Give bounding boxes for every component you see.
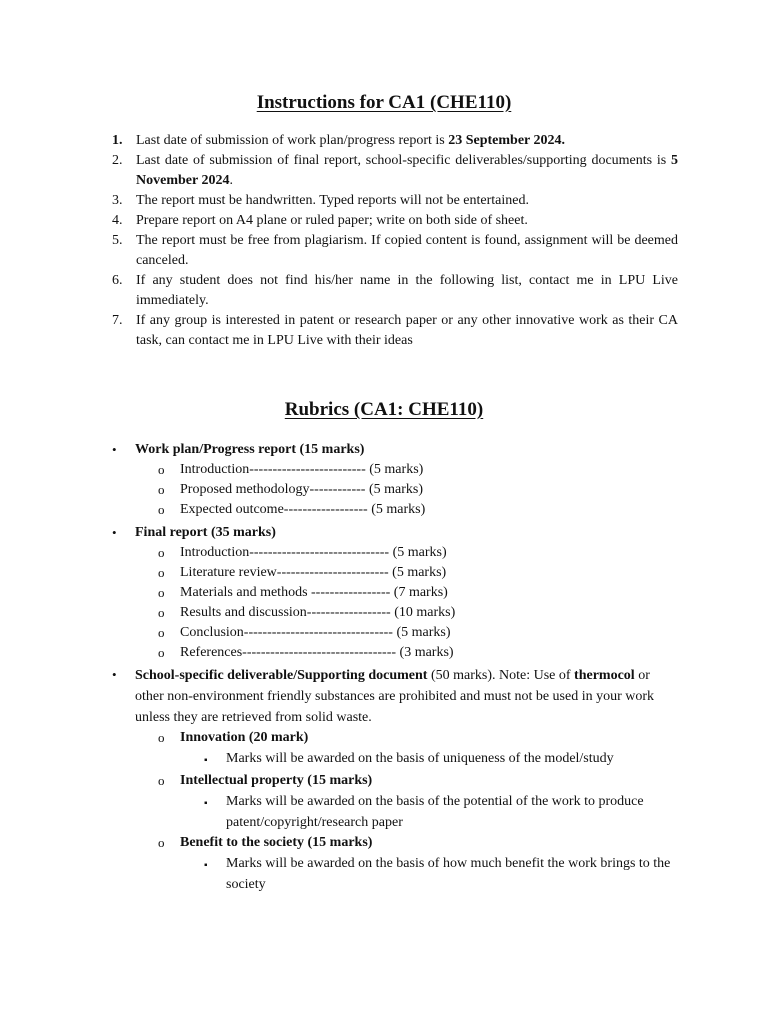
instruction-item [112, 131, 678, 151]
rubric-detail-item [112, 853, 678, 895]
rubric-sub-item [112, 623, 678, 643]
instruction-number: 6. [112, 273, 123, 288]
rubric-sub-text: Materials and methods ----------------- (7 marks) [180, 585, 448, 600]
rubric-sub-text: References--------------------------------- (3 marks) [180, 645, 454, 660]
rubric-work-plan [112, 440, 678, 520]
rubric-detail-item [112, 791, 678, 833]
instruction-bold-date: 23 September 2024. [448, 133, 566, 148]
rubric-sub-item [112, 563, 678, 583]
rubric-sub-item [112, 460, 678, 480]
instruction-item [112, 211, 678, 231]
instruction-bold-date: 5 November 2024 [136, 153, 678, 188]
rubric-sub-text: Introduction------------------------- (5 marks) [180, 462, 424, 477]
instruction-text: The report must be handwritten. Typed reports will not be entertained. [136, 193, 529, 208]
rubric-sub-item [112, 728, 678, 748]
rubric-sub-text: Conclusion-------------------------------- (5 marks) [180, 625, 451, 640]
rubric-sub-item [112, 500, 678, 520]
rubric-sub-item [112, 480, 678, 500]
rubric-detail-text: Marks will be awarded on the basis of how much benefit the work brings to the society [226, 856, 671, 892]
instruction-item [112, 311, 678, 351]
rubric-heading: Final report (35 marks) [135, 525, 276, 540]
instruction-number: 1. [112, 133, 123, 148]
instruction-item [112, 191, 678, 211]
rubric-final-report [112, 523, 678, 663]
rubric-heading: Work plan/Progress report (15 marks) [135, 442, 365, 457]
rubric-note-text-end: or other non-environment friendly substances are prohibited and must not be used in your work unless they are retrieved from solid waste. [135, 668, 655, 725]
rubric-note-bold: thermocol [574, 668, 635, 683]
rubric-school-deliverable [112, 665, 678, 895]
rubric-note-text: (50 marks). Note: Use of [427, 668, 575, 683]
sub-marker: o [158, 835, 165, 850]
sub-marker: o [158, 585, 165, 600]
instruction-text: The report must be free from plagiarism. If copied content is found, assignment will be deemed canceled. [136, 233, 678, 268]
sub-marker: o [158, 462, 165, 477]
rubric-sub-text: Literature review------------------------ (5 marks) [180, 565, 447, 580]
instruction-number: 3. [112, 193, 123, 208]
sub-marker: o [158, 545, 165, 560]
bullet-marker: • [112, 442, 117, 457]
rubric-detail-text: Marks will be awarded on the basis of the potential of the work to produce patent/copyright/research paper [226, 794, 644, 830]
instruction-item [112, 151, 678, 191]
instruction-number: 7. [112, 313, 123, 328]
rubric-sub-item [112, 643, 678, 663]
rubric-sub-text: Introduction------------------------------ (5 marks) [180, 545, 447, 560]
rubric-sub-heading: Benefit to the society (15 marks) [180, 835, 373, 850]
rubric-sub-heading: Innovation (20 mark) [180, 730, 309, 745]
rubric-sub-item [112, 543, 678, 563]
instruction-number: 4. [112, 213, 123, 228]
rubrics-title: Rubrics (CA1: CHE110) [284, 399, 484, 420]
rubric-detail-text: Marks will be awarded on the basis of uniqueness of the model/study [226, 751, 614, 766]
rubric-detail-item [112, 748, 678, 771]
sub-marker: o [158, 502, 165, 517]
square-bullet-marker: ▪ [204, 860, 208, 871]
rubric-sub-item [112, 583, 678, 603]
sub-marker: o [158, 773, 165, 788]
rubric-sub-heading: Intellectual property (15 marks) [180, 773, 373, 788]
rubric-sub-item [112, 771, 678, 791]
square-bullet-marker: ▪ [204, 755, 208, 766]
instructions-list [112, 131, 678, 351]
instructions-title: Instructions for CA1 (CHE110) [256, 92, 512, 113]
instruction-item [112, 231, 678, 271]
rubric-sub-item [112, 833, 678, 853]
sub-marker: o [158, 482, 165, 497]
rubric-sub-text: Expected outcome------------------ (5 marks) [180, 502, 426, 517]
instruction-text-end: . [229, 173, 233, 188]
instruction-text: Last date of submission of work plan/progress report is [136, 133, 449, 148]
instruction-number: 2. [112, 153, 123, 168]
instruction-text: Prepare report on A4 plane or ruled paper; write on both side of sheet. [136, 213, 528, 228]
square-bullet-marker: ▪ [204, 798, 208, 809]
instruction-text: Last date of submission of final report, school-specific deliverables/supporting documents is [136, 153, 671, 168]
rubric-sub-text: Results and discussion------------------ (10 marks) [180, 605, 456, 620]
instruction-text: If any group is interested in patent or research paper or any other innovative work as their CA task, can contact me in LPU Live with their ideas [136, 313, 678, 348]
rubric-sub-text: Proposed methodology------------ (5 marks) [180, 482, 423, 497]
sub-marker: o [158, 625, 165, 640]
sub-marker: o [158, 605, 165, 620]
sub-marker: o [158, 565, 165, 580]
rubric-heading: School-specific deliverable/Supporting document [135, 668, 428, 683]
sub-marker: o [158, 730, 165, 745]
bullet-marker: • [112, 525, 117, 540]
bullet-marker: • [112, 667, 117, 682]
instruction-text: If any student does not find his/her name in the following list, contact me in LPU Live immediately. [136, 273, 678, 308]
instruction-item [112, 271, 678, 311]
rubric-sub-item [112, 603, 678, 623]
sub-marker: o [158, 645, 165, 660]
instruction-number: 5. [112, 233, 123, 248]
